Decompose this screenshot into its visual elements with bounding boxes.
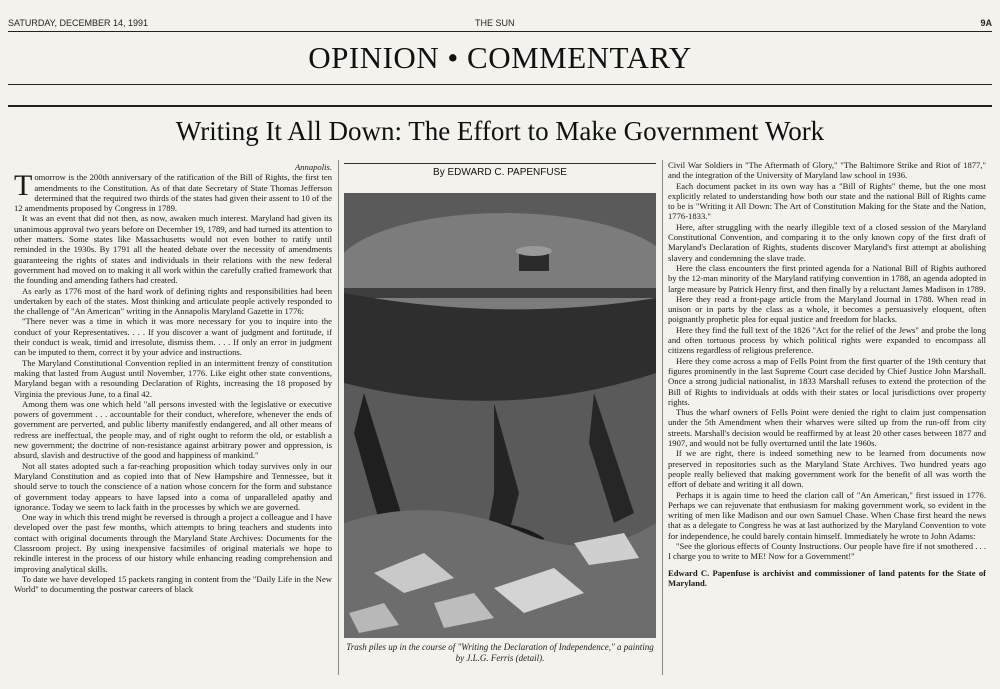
article-headline: Writing It All Down: The Effort to Make Government Work — [175, 116, 825, 146]
body-paragraph: One way in which this trend might be reversed is through a project a colleague and I have developed over the past few months, which attempts to bring teachers and students into contact with original documents through the Maryland State Archives: Documents for the Classroom project. By using inexpensive facsimiles of original materials we hope to rekindle interest in the process of our history while enhancing reading comprehension and improving analytical skills. — [14, 512, 332, 574]
article-column-3 — [668, 160, 986, 675]
masthead-page-number: 9A — [980, 18, 992, 28]
photo-caption: Trash piles up in the course of "Writing the Declaration of Independence," a painting by J.L.G. Ferris (detail). — [346, 642, 654, 663]
body-paragraph: Here they find the full text of the 1826 "Act for the relief of the Jews" and probe the long and often tortuous process by which political rights were expanded to encompass all citizens regardless of religious preference. — [668, 324, 986, 356]
column-divider — [662, 160, 663, 675]
column-divider — [338, 160, 339, 675]
body-paragraph: As early as 1776 most of the hard work of defining rights and responsibilities had been undertaken by each of the states. Most thinking and articulate people actively responded to the challenge of "An American" writing in the Annapolis Maryland Gazette in 1776: — [14, 285, 332, 317]
article-column-1 — [14, 162, 332, 674]
masthead-date: SATURDAY, DECEMBER 14, 1991 — [8, 18, 149, 28]
article-top-rule — [8, 105, 992, 107]
body-paragraph: Here the class encounters the first printed agenda for a National Bill of Rights authored by the 12-man minority of the Maryland ratifying convention in 1788, an agenda adopted in large measure by Patrick Henry first, and then finally by a reluctant James Madison in 1789. — [668, 262, 986, 294]
masthead — [0, 18, 1000, 32]
painting-illustration — [344, 193, 656, 638]
body-paragraph: Civil War Soldiers in "The Aftermath of Glory," "The Baltimore Strike and Riot of 1877," and the integration of the University of Maryland law school in 1936. — [668, 160, 986, 181]
body-paragraph: It was an event that did not then, as now, awaken much interest. Maryland had given its unanimous approval two years before on December 19, 1789, and had turned its attention to other matters. Some states like Massachusetts would not even bother to ratify until reminded in the 1930s. By 1791 all the heated debate over the necessity of amendments guaranteeing the rights of states and individuals in their relations with the new federal government had moved on to making it all work within the carefully crafted framework that the founding and amending fathers had created. — [14, 213, 332, 286]
author-bio: Edward C. Papenfuse is archivist and commissioner of land patents for the State of Maryland. — [668, 567, 986, 588]
body-paragraph: "There never was a time in which it was more necessary for you to inquire into the conduct of your Representatives. . . . If you discover a want of judgment and fortitude, if their conduct is weak, timid and irresolute, dismiss them. . . . If only an error in judgment can be imputed to them, correct it by your advice and instructions. — [14, 316, 332, 358]
dateline: Annapolis. — [294, 162, 332, 172]
section-rule — [8, 84, 992, 85]
body-paragraph: Here they read a front-page article from the Maryland Journal in 1788. When read in unison or in parts by the class as a whole, it becomes a persuasively eloquent, often poignantly prophetic plea for equal justice and freedom for blacks. — [668, 293, 986, 325]
painting-photo — [344, 193, 656, 638]
body-paragraph: Here, after struggling with the nearly illegible text of a closed session of the Maryland Constitutional Convention, and comparing it to the only known copy of the first draft of Maryland's Declaration of Rights, students discover Maryland's first attempt at abolishing slavery and condemning the slave trade. — [668, 221, 986, 263]
section-title: OPINION • COMMENTARY — [308, 40, 692, 75]
body-paragraph: "See the glorious effects of County Instructions. Our people have fire if not smothered . . . I charge you to write to ME! Now for a Government!" — [668, 540, 986, 562]
body-paragraph: Thus the wharf owners of Fells Point were denied the right to claim just compensation under the 5th Amendment when their wharves were silted up from the run-off from city streets. Marshall's decision would be reaffirmed by at least 20 other cases between 1877 and 1907, and would not be fully overturned until the late 1960s. — [668, 407, 986, 449]
body-paragraph: Each document packet in its own way has a "Bill of Rights" theme, but the one most explicitly related to understanding how both our state and the national Bill of Rights came to be is "Writing it All Down: The Art of Constitution Making for the State and the Nation, 1776-1833." — [668, 180, 986, 222]
body-paragraph: To date we have developed 15 packets ranging in content from the "Daily Life in the New World" to documenting the postwar careers of black — [14, 573, 332, 595]
masthead-rule — [8, 31, 992, 32]
drop-cap: T — [14, 169, 33, 203]
body-paragraph: The Maryland Constitutional Convention replied in an intermittent frenzy of constitution making that lasted from August until November, 1776. Like eight other state conventions, Maryland began with a resounding Declaration of Rights, increasing the 18 proposed by Virginia the previous June, to a final 42. — [14, 357, 332, 399]
body-paragraph: If we are right, there is indeed something new to be learned from documents now preserved in repositories such as the Maryland State Archives. Two hundred years ago people really believed that making government work for the benefit of all was worth the effort of debate and writing it all down. — [668, 448, 986, 490]
body-paragraph: Not all states adopted such a far-reaching proposition which today survives only in our Maryland Constitution and as copied into that of New Hampshire and Tennessee, but it should serve to touch the conscience of a nation whose concern for the form and substance of government today appears to have lapsed into a coma of unparalleled apathy and ignorance. Today we seem to lack faith in the processes by which we are governed. — [14, 460, 332, 512]
body-paragraph: Here they come across a map of Fells Point from the first quarter of the 19th century that figures prominently in the last Supreme Court case decided by Chief Justice John Marshall. Once a strong judicial nationalist, in 1833 Marshall refuses to extend the protection of the Bill of Rights to individuals at odds with their states or local jurisdictions over property rights. — [668, 355, 986, 407]
body-paragraph: Among them was one which held "all persons invested with the legislative or executive powers of government . . . accountable for their conduct, wherefore, whenever the ends of government are perverted, and public liberty manifestly endangered, and all other means of redress are ineffectual, the people may, and of right ought to reform the old, or establish a new government; the doctrine of non-resistance against arbitrary power and oppression, is absurd, slavish and destructive of the good and happiness of mankind." — [14, 398, 332, 461]
masthead-paper-name: THE SUN — [475, 18, 515, 28]
byline: By EDWARD C. PAPENFUSE — [344, 163, 656, 183]
body-paragraph: Perhaps it is again time to heed the clarion call of "An American," first issued in 1776. Perhaps we can rejuvenate that enthusiasm for making government work, so evident in the writing of men like Madison and our own Samuel Chase. When Chase first heard the news that as a delegate to Congress he was at last authorized by the Maryland Convention to vote for independence, he could barely contain himself. Immediately he wrote to John Adams: — [668, 489, 986, 541]
lead-paragraph: Tomorrow is the 200th anniversary of the ratification of the Bill of Rights, the first ten amendments to the Constitution. As of that date Secretary of State Thomas Jefferson determined that the required two thirds of the states had given their assent to 10 of the 12 amendments proposed by Congress in 1789. — [14, 169, 332, 214]
